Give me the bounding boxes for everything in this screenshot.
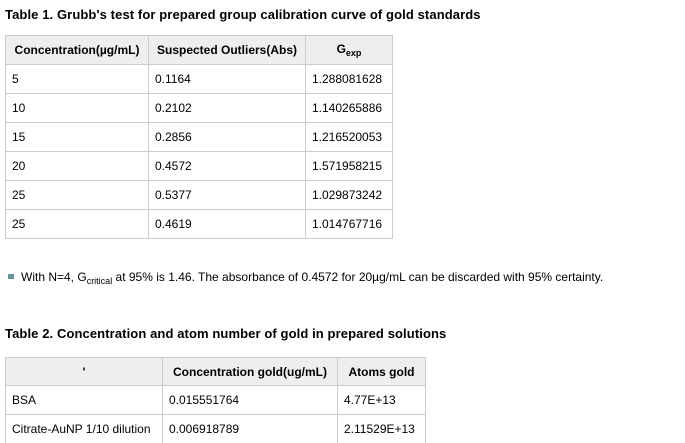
cell-sample-name: Citrate-AuNP 1/10 dilution xyxy=(6,415,163,443)
cell-concentration: 25 xyxy=(6,181,149,210)
note-text-after: at 95% is 1.46. The absorbance of 0.4572 for 20µg/mL can be discarded with 95% certainty. xyxy=(112,270,604,284)
cell-sample-name: BSA xyxy=(6,386,163,415)
cell-outlier: 0.5377 xyxy=(149,181,306,210)
table2-title: Table 2. Concentration and atom number of gold in prepared solutions xyxy=(5,326,447,341)
table1-title: Table 1. Grubb's test for prepared group calibration curve of gold standards xyxy=(5,7,481,22)
gexp-subscript: exp xyxy=(345,48,362,58)
cell-gexp: 1.571958215 xyxy=(306,152,393,181)
header-suspected-outliers: Suspected Outliers(Abs) xyxy=(149,36,306,65)
header-gexp xyxy=(306,36,393,65)
cell-concentration-gold: 0.015551764 xyxy=(163,386,338,415)
square-bullet-icon xyxy=(8,274,14,279)
gcritical-subscript: critical xyxy=(86,276,113,286)
cell-gexp: 1.029873242 xyxy=(306,181,393,210)
gexp-base: G xyxy=(336,42,346,56)
table-row xyxy=(6,386,426,415)
table-row xyxy=(6,94,393,123)
cell-gexp: 1.140265886 xyxy=(306,94,393,123)
cell-gexp: 1.288081628 xyxy=(306,65,393,94)
table-row xyxy=(6,210,393,239)
cell-gexp: 1.216520053 xyxy=(306,123,393,152)
cell-outlier: 0.4619 xyxy=(149,210,306,239)
cell-atoms-gold: 2.11529E+13 xyxy=(338,415,426,443)
cell-concentration: 5 xyxy=(6,65,149,94)
gold-concentration-table xyxy=(5,357,426,443)
note-text-before: With N=4, G xyxy=(21,270,87,284)
header-concentration: Concentration(µg/mL) xyxy=(6,36,149,65)
header-atoms-gold: Atoms gold xyxy=(338,358,426,386)
header-sample: ' xyxy=(6,358,163,386)
header-concentration-gold: Concentration gold(ug/mL) xyxy=(163,358,338,386)
cell-outlier: 0.4572 xyxy=(149,152,306,181)
cell-gexp: 1.014767716 xyxy=(306,210,393,239)
cell-concentration: 25 xyxy=(6,210,149,239)
grubbs-test-table xyxy=(5,35,393,239)
cell-outlier: 0.2856 xyxy=(149,123,306,152)
grubbs-note-list-item xyxy=(8,270,677,289)
table-row xyxy=(6,181,393,210)
table-header-row xyxy=(6,358,426,386)
table-header-row xyxy=(6,36,393,65)
cell-outlier: 0.2102 xyxy=(149,94,306,123)
cell-concentration: 10 xyxy=(6,94,149,123)
cell-atoms-gold: 4.77E+13 xyxy=(338,386,426,415)
table-row xyxy=(6,65,393,94)
table-row xyxy=(6,415,426,443)
cell-outlier: 0.1164 xyxy=(149,65,306,94)
cell-concentration: 20 xyxy=(6,152,149,181)
cell-concentration-gold: 0.006918789 xyxy=(163,415,338,443)
table-row xyxy=(6,152,393,181)
table-row xyxy=(6,123,393,152)
cell-concentration: 15 xyxy=(6,123,149,152)
